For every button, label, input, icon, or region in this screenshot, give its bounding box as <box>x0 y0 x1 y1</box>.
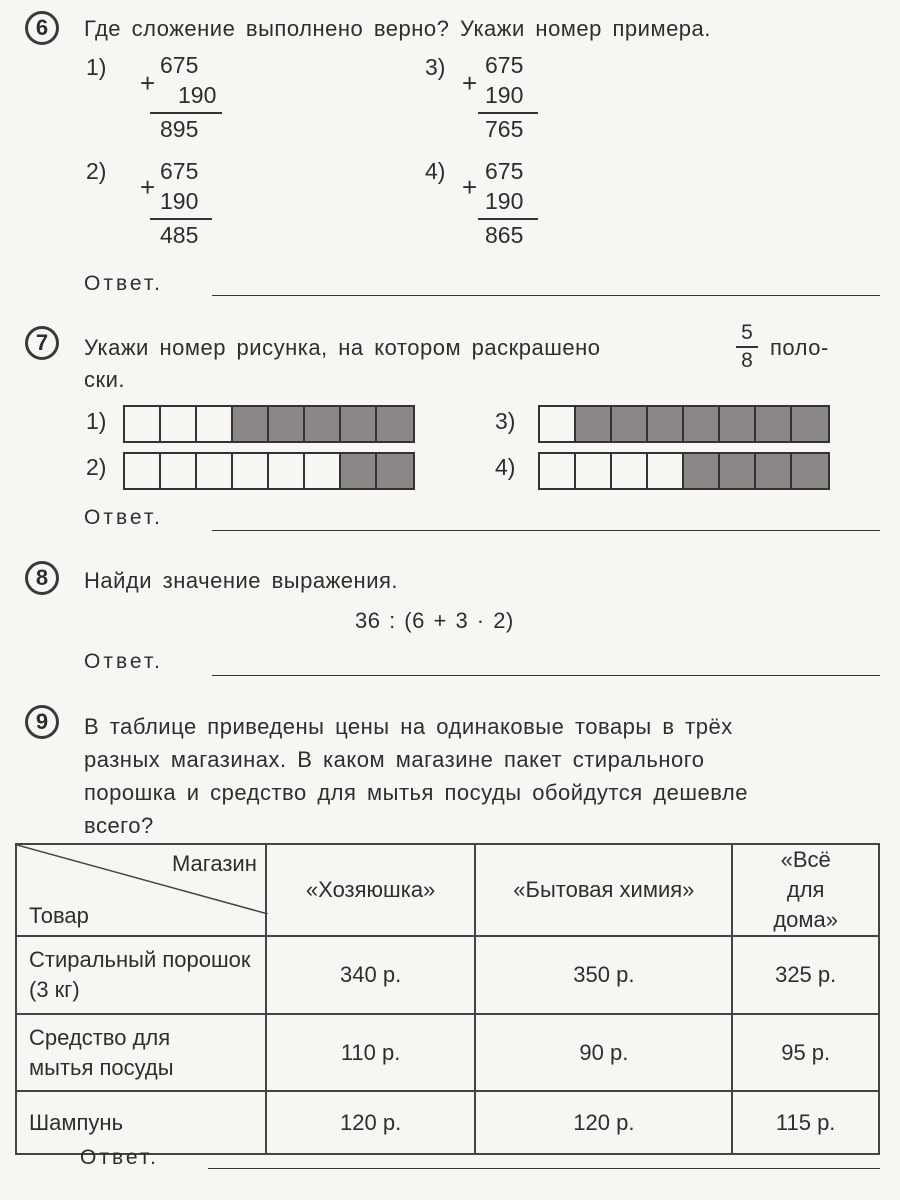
corner-shop-label: Магазин <box>171 851 257 876</box>
column-header: «Всё для дома» <box>732 844 879 936</box>
answer-label: Ответ. <box>84 272 163 295</box>
strip-label-4: 4) <box>495 454 516 480</box>
price-cell: 110 р. <box>266 1014 476 1091</box>
item-name: Шампунь <box>16 1091 266 1154</box>
white-cell <box>161 454 197 488</box>
price-cell: 325 р. <box>732 936 879 1014</box>
shaded-cell <box>720 454 756 488</box>
price-cell: 350 р. <box>475 936 732 1014</box>
task-7-text-end: поло- <box>770 335 829 360</box>
shaded-cell <box>612 407 648 441</box>
shaded-cell <box>684 407 720 441</box>
white-cell <box>648 454 684 488</box>
sum: 485 <box>160 222 199 248</box>
corner-cell <box>16 844 266 936</box>
shaded-cell <box>684 454 720 488</box>
task-7-text-line2: ски. <box>84 367 126 392</box>
strip-3 <box>538 405 830 443</box>
corner-item-label: Товар <box>29 903 89 928</box>
task-number-7: 7 <box>25 326 59 360</box>
white-cell <box>125 407 161 441</box>
example-label: 2) <box>86 158 107 184</box>
white-cell <box>233 454 269 488</box>
answer-line-8[interactable] <box>212 675 880 676</box>
column-header: «Бытовая химия» <box>475 844 732 936</box>
addend-2: 190 <box>160 188 199 214</box>
white-cell <box>197 407 233 441</box>
example-label: 1) <box>86 54 107 80</box>
expression: 36 : (6 + 3 · 2) <box>355 608 514 633</box>
table-header-row <box>16 844 879 936</box>
shaded-cell <box>756 454 792 488</box>
price-table <box>15 843 880 1155</box>
fraction-bar <box>736 346 758 348</box>
shaded-cell <box>720 407 756 441</box>
table-row <box>16 936 879 1014</box>
task-number-8: 8 <box>25 561 59 595</box>
white-cell <box>305 454 341 488</box>
addend-2: 190 <box>485 82 524 108</box>
strip-label-2: 2) <box>86 454 107 480</box>
fraction-5-8 <box>736 322 758 372</box>
shaded-cell <box>233 407 269 441</box>
price-cell: 95 р. <box>732 1014 879 1091</box>
shaded-cell <box>341 407 377 441</box>
white-cell <box>197 454 233 488</box>
item-name: Средство для мытья посуды <box>16 1014 266 1091</box>
addend-2: 190 <box>485 188 524 214</box>
task-9-text-line: порошка и средство для мытья посуды обойдутся дешевле <box>84 780 748 805</box>
addend-1: 675 <box>485 52 524 78</box>
price-cell: 340 р. <box>266 936 476 1014</box>
addend-1: 675 <box>160 158 199 184</box>
task-9-text-line: В таблице приведены цены на одинаковые товары в трёх <box>84 714 733 739</box>
fraction-denominator: 8 <box>741 349 753 372</box>
sum: 895 <box>160 116 199 142</box>
shaded-cell <box>756 407 792 441</box>
task-9-text-line: разных магазинах. В каком магазине пакет стирального <box>84 747 705 772</box>
addend-2: 190 <box>178 82 217 108</box>
shaded-cell <box>341 454 377 488</box>
plus-sign: + <box>462 172 478 202</box>
white-cell <box>540 454 576 488</box>
shaded-cell <box>377 407 413 441</box>
shaded-cell <box>792 407 828 441</box>
task-9-text-line: всего? <box>84 813 154 838</box>
price-cell: 120 р. <box>266 1091 476 1154</box>
answer-label: Ответ. <box>80 1146 159 1169</box>
answer-line-6[interactable] <box>212 295 880 296</box>
task-8-text: Найди значение выражения. <box>84 568 399 593</box>
shaded-cell <box>648 407 684 441</box>
strip-label-1: 1) <box>86 408 107 434</box>
shaded-cell <box>792 454 828 488</box>
white-cell <box>576 454 612 488</box>
answer-label: Ответ. <box>84 650 163 673</box>
price-cell: 90 р. <box>475 1014 732 1091</box>
answer-line-9[interactable] <box>208 1168 880 1169</box>
task-7-text: Укажи номер рисунка, на котором раскрашено <box>84 335 601 360</box>
addend-1: 675 <box>485 158 524 184</box>
sum: 765 <box>485 116 524 142</box>
addend-1: 675 <box>160 52 199 78</box>
plus-sign: + <box>462 68 478 98</box>
shaded-cell <box>377 454 413 488</box>
table-row <box>16 1014 879 1091</box>
price-cell: 115 р. <box>732 1091 879 1154</box>
price-cell: 120 р. <box>475 1091 732 1154</box>
strip-1 <box>123 405 415 443</box>
plus-sign: + <box>140 172 156 202</box>
white-cell <box>125 454 161 488</box>
task-6-text: Где сложение выполнено верно? Укажи номер примера. <box>84 16 711 41</box>
task-number-9: 9 <box>25 705 59 739</box>
task-number-6: 6 <box>25 11 59 45</box>
strip-4 <box>538 452 830 490</box>
column-header: «Хозяюшка» <box>266 844 476 936</box>
shaded-cell <box>269 407 305 441</box>
white-cell <box>540 407 576 441</box>
white-cell <box>612 454 648 488</box>
example-label: 3) <box>425 54 446 80</box>
shaded-cell <box>305 407 341 441</box>
white-cell <box>161 407 197 441</box>
answer-label: Ответ. <box>84 506 163 529</box>
strip-label-3: 3) <box>495 408 516 434</box>
answer-line-7[interactable] <box>212 530 880 531</box>
fraction-numerator: 5 <box>741 321 753 344</box>
example-label: 4) <box>425 158 446 184</box>
plus-sign: + <box>140 68 156 98</box>
shaded-cell <box>576 407 612 441</box>
white-cell <box>269 454 305 488</box>
table-row <box>16 1091 879 1154</box>
item-name: Стиральный порошок (3 кг) <box>16 936 266 1014</box>
sum: 865 <box>485 222 524 248</box>
strip-2 <box>123 452 415 490</box>
